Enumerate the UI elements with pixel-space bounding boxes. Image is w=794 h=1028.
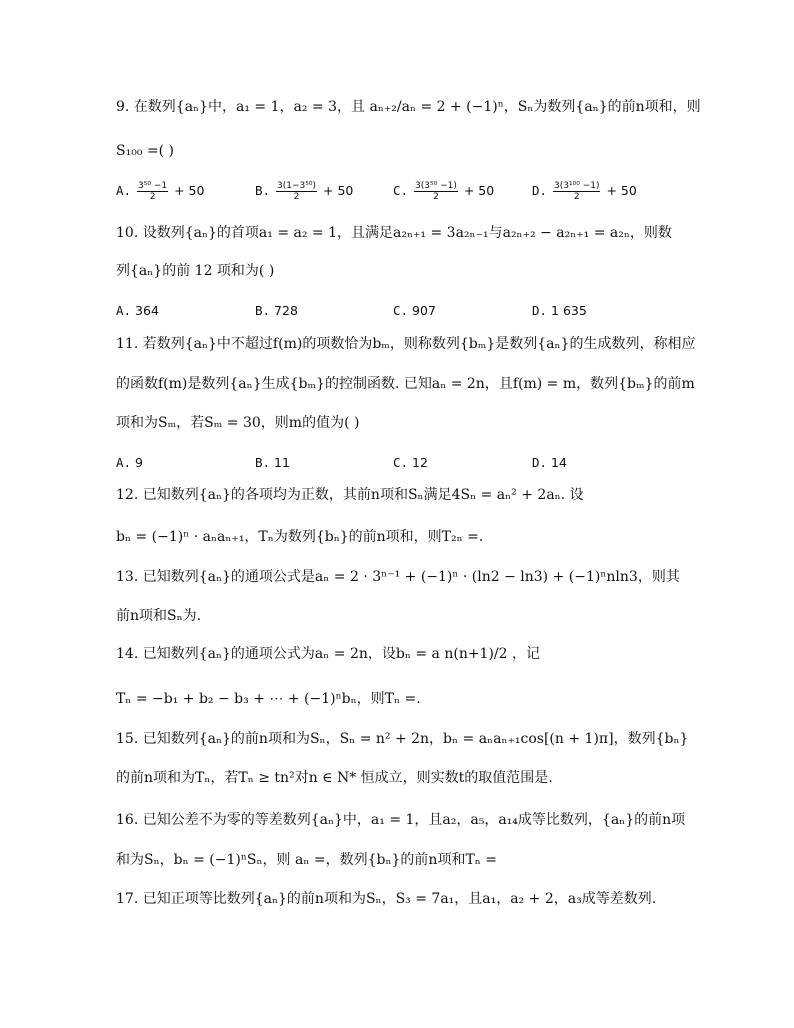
q9-option-c[interactable]: C. $\frac{\text{3(3⁵⁰ −1)}}{2}$ + 50 [393, 181, 495, 202]
q15-line2: 的前n项和为Tₙ，若Tₙ ≥ tn²对n ∈ N* 恒成立，则实数t的取值范围是. [116, 770, 553, 786]
q14-line2: Tₙ = −b₁ + b₂ − b₃ + ⋯ + (−1)ⁿbₙ，则Tₙ =. [116, 691, 421, 707]
q11-option-a[interactable]: A. 9 [116, 455, 143, 470]
q9-line1: 9. 在数列{aₙ}中，a₁ = 1，a₂ = 3，且 aₙ₊₂/aₙ = 2 + (−1)ⁿ，Sₙ为数列{aₙ}的前n项和，则 [116, 99, 701, 115]
q10-option-d[interactable]: D. 1 635 [532, 303, 587, 318]
q10-line1: 10. 设数列{aₙ}的首项a₁ = a₂ = 1，且满足a₂ₙ₊₁ = 3a₂ₙ₋₁与a₂ₙ₊₂ − a₂ₙ₊₁ = a₂ₙ，则数 [116, 225, 672, 241]
q15-line1: 15. 已知数列{aₙ}的前n项和为Sₙ，Sₙ = n² + 2n，bₙ = aₙaₙ₊₁cos[(n + 1)π]，数列{bₙ} [116, 731, 689, 747]
q10-options [116, 303, 716, 323]
q11-line2: 的函数f(m)是数列{aₙ}生成{bₘ}的控制函数. 已知aₙ = 2n，且f(m) = m，数列{bₘ}的前m [116, 376, 695, 392]
fraction: $\frac{\text{3(1−3⁵⁰)}}{2}$ [277, 181, 317, 202]
fraction: $\frac{\text{3(3⁵⁰ −1)}}{2}$ [415, 181, 457, 202]
q11-line3: 项和为Sₘ，若Sₘ = 30，则m的值为( ) [116, 415, 360, 431]
q11-option-d[interactable]: D. 14 [532, 455, 567, 470]
q9-options [116, 181, 716, 201]
q12-line1: 12. 已知数列{aₙ}的各项均为正数，其前n项和Sₙ满足4Sₙ = aₙ² + 2aₙ. 设 [116, 487, 584, 503]
q10-option-b[interactable]: B. 728 [255, 303, 298, 318]
q11-option-c[interactable]: C. 12 [393, 455, 428, 470]
fraction: $\frac{\text{3(3¹⁰⁰ −1)}}{2}$ [554, 181, 600, 202]
q17-line1: 17. 已知正项等比数列{aₙ}的前n项和为Sₙ，S₃ = 7a₁，且a₁，a₂ + 2，a₃成等差数列. [116, 891, 657, 907]
q11-options [116, 455, 716, 475]
q12-line2: bₙ = (−1)ⁿ · aₙaₙ₊₁，Tₙ为数列{bₙ}的前n项和，则T₂ₙ =. [116, 529, 484, 545]
q11-option-b[interactable]: B. 11 [255, 455, 290, 470]
q9-option-b[interactable]: B. $\frac{\text{3(1−3⁵⁰)}}{2}$ + 50 [255, 181, 354, 202]
q9-line2: S₁₀₀ =( ) [116, 143, 174, 159]
q13-line2: 前n项和Sₙ为. [116, 608, 202, 624]
q9-option-a[interactable]: A. $\frac{\text{3⁵⁰ −1}}{2}$ + 50 [116, 181, 205, 202]
q16-line1: 16. 已知公差不为零的等差数列{aₙ}中，a₁ = 1，且a₂，a₅，a₁₄成等比数列，{aₙ}的前n项 [116, 812, 686, 828]
q10-option-a[interactable]: A. 364 [116, 303, 159, 318]
q10-option-c[interactable]: C. 907 [393, 303, 436, 318]
q13-line1: 13. 已知数列{aₙ}的通项公式是aₙ = 2 · 3ⁿ⁻¹ + (−1)ⁿ · (ln2 − ln3) + (−1)ⁿnln3，则其 [116, 569, 680, 585]
q11-line1: 11. 若数列{aₙ}中不超过f(m)的项数恰为bₘ，则称数列{bₘ}是数列{aₙ}的生成数列，称相应 [116, 336, 696, 352]
q9-option-d[interactable]: D. $\frac{\text{3(3¹⁰⁰ −1)}}{2}$ + 50 [532, 181, 637, 202]
fraction: $\frac{\text{3⁵⁰ −1}}{2}$ [138, 181, 168, 202]
q16-line2: 和为Sₙ，bₙ = (−1)ⁿSₙ，则 aₙ =，数列{bₙ}的前n项和Tₙ = [116, 852, 498, 868]
q14-line1: 14. 已知数列{aₙ}的通项公式为aₙ = 2n，设bₙ = a n(n+1)/2 ，记 [116, 646, 541, 662]
q10-line2: 列{aₙ}的前 12 项和为( ) [116, 263, 275, 279]
